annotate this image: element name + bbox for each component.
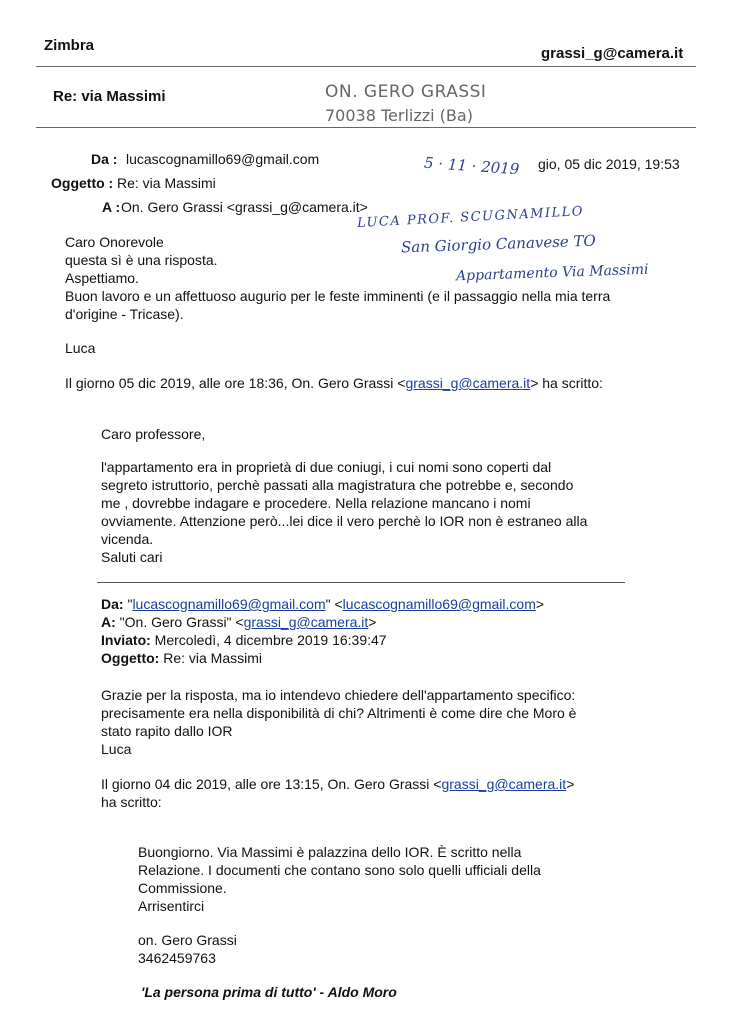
from-value[interactable]: lucascognamillo69@gmail.com (126, 151, 320, 167)
quote2-from-q1: " (127, 596, 133, 612)
subject-label: Oggetto : (51, 175, 114, 191)
quote2-subject-value: Re: via Massimi (163, 650, 263, 666)
quote2-from (101, 595, 544, 613)
quote2-email-link[interactable]: grassi_g@camera.it (441, 776, 567, 792)
from-label: Da : (91, 151, 118, 167)
stamp-address: 70038 Terlizzi (Ba) (325, 106, 473, 125)
quote3-sign-name: on. Gero Grassi (138, 932, 237, 948)
message-date: gio, 05 dic 2019, 19:53 (538, 156, 680, 172)
to-value[interactable]: On. Gero Grassi <grassi_g@camera.it> (121, 199, 368, 215)
quote2-subject-label: Oggetto: (101, 650, 160, 666)
quote2-intro (101, 775, 574, 793)
stamp-name: ON. GERO GRASSI (325, 82, 487, 102)
quote2-from-label: Da: (101, 596, 124, 612)
quote2-body: Grazie per la risposta, ma io intendevo chiedere dell'appartamento specifico: precisamente era nella disponibilità di chi? Altrimenti è come dire che Moro è stato rapito dallo IOR Luca (101, 687, 577, 757)
header-divider-bottom (36, 127, 696, 128)
quote2-intro-line2: ha scritto: (101, 794, 162, 810)
quote2-from-q2: " < (325, 596, 343, 612)
handwritten-date: 5 · 11 · 2019 (423, 153, 520, 179)
quote2-subject (101, 649, 262, 667)
message-body: Caro Onorevole questa sì è una risposta. Aspettiamo. Buon lavoro e un affettuoso augurio per le feste imminenti (e il passaggio nella mia terra d'origine - Tricase). (65, 234, 611, 322)
quote2-intro-text: Il giorno 04 dic 2019, alle ore 13:15, On. Gero Grassi < (101, 776, 442, 792)
quote2-from-link-2[interactable]: lucascognamillo69@gmail.com (342, 596, 536, 612)
signature-quote: 'La persona prima di tutto' - Aldo Moro (141, 984, 397, 1000)
quote2-to-link[interactable]: grassi_g@camera.it (243, 614, 369, 630)
to-label: A : (102, 199, 121, 215)
quote2-to-text: "On. Gero Grassi" < (119, 614, 244, 630)
email-subject-title: Re: via Massimi (53, 88, 166, 105)
subject-value: Re: via Massimi (117, 175, 216, 191)
quote1-greeting: Caro professore, (101, 426, 206, 442)
handwritten-line-1: LUCA PROF. SCUGNAMILLO (356, 204, 585, 231)
quote2-from-link-1[interactable]: lucascognamillo69@gmail.com (132, 596, 326, 612)
handwritten-line-3: Appartamento Via Massimi (455, 261, 649, 285)
handwritten-line-2: San Giorgio Canavese TO (400, 231, 597, 257)
quote-separator (97, 582, 625, 583)
quote2-sent (101, 631, 387, 649)
app-name: Zimbra (44, 37, 95, 54)
quote1-body: l'appartamento era in proprietà di due coniugi, i cui nomi sono coperti dal segreto istruttorio, perchè passati alla magistratura che potrebbe e, secondo me , dovrebbe indagare e procedere. Nella relazione mancano i nomi ovviamente. Attenzione però...lei dice il vero perchè lo IOR non è estraneo alla vicenda. Saluti cari (101, 459, 588, 565)
message-signature: Luca (65, 340, 96, 356)
quote2-to-label: A: (101, 614, 116, 630)
quote3-sign-phone: 3462459763 (138, 950, 216, 966)
quote3-body: Buongiorno. Via Massimi è palazzina dello IOR. È scritto nella Relazione. I documenti che contano sono solo quelli ufficiali della Commissione. Arrisentirci (138, 844, 541, 914)
quote1-intro-text: Il giorno 05 dic 2019, alle ore 18:36, On. Gero Grassi < (65, 375, 406, 391)
quote2-sent-label: Inviato: (101, 632, 151, 648)
quote2-to (101, 613, 376, 631)
quote2-sent-value: Mercoledì, 4 dicembre 2019 16:39:47 (154, 632, 387, 648)
quote2-intro-tail: > (566, 776, 575, 792)
header-divider-top (36, 66, 696, 67)
quote1-email-link[interactable]: grassi_g@camera.it (405, 375, 531, 391)
account-email: grassi_g@camera.it (541, 45, 684, 62)
quote1-intro (65, 374, 603, 392)
quote1-intro-tail: > ha scritto: (530, 375, 603, 391)
quote2-from-q3: > (535, 596, 545, 612)
quote2-to-tail: > (368, 614, 377, 630)
